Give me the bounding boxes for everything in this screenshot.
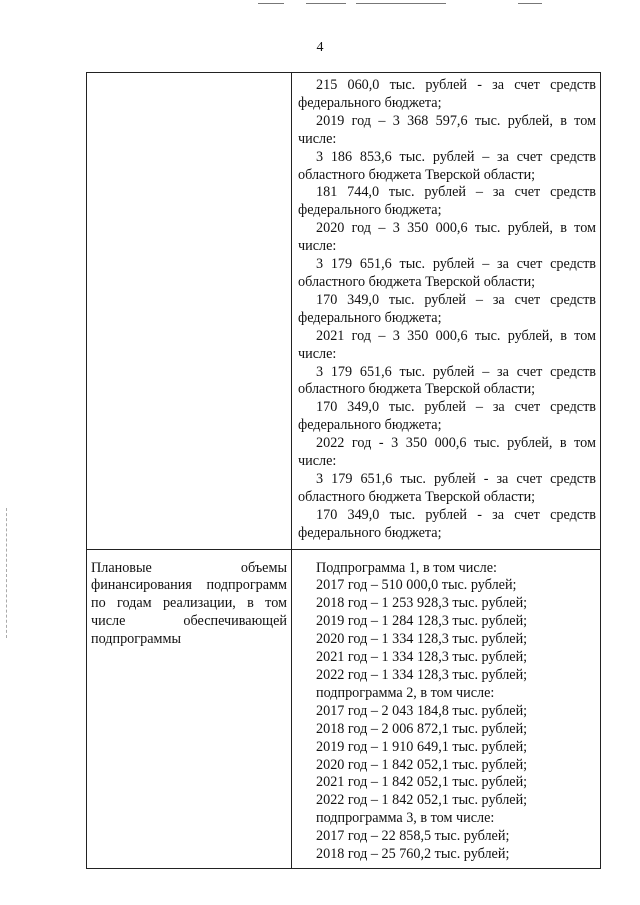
list-item: 2018 год – 1 253 928,3 тыс. рублей; [316, 595, 528, 612]
list-item: подпрограмма 2, в том числе: [316, 684, 495, 701]
list-item: 2017 год – 510 000,0 тыс. рублей; [316, 577, 517, 594]
paragraph: 170 349,0 тыс. рублей – за счет средств федерального бюджета; [298, 291, 596, 326]
paragraph: 3 179 651,6 тыс. рублей – за счет средств областного бюджета Тверской области; [298, 256, 596, 290]
list-item: 2018 год – 2 006 872,1 тыс. рублей; [316, 720, 528, 737]
paragraph: 2020 год – 3 350 000,6 тыс. рублей, в том числе: [298, 220, 596, 255]
list-item: 2021 год – 1 334 128,3 тыс. рублей; [316, 649, 528, 666]
list-item: 2020 год – 1 334 128,3 тыс. рублей; [316, 631, 528, 648]
table-cell-funding-by-year [292, 73, 601, 550]
list-item: 2017 год – 2 043 184,8 тыс. рублей; [316, 702, 528, 719]
paragraph: 2019 год – 3 368 597,6 тыс. рублей, в том числе: [298, 112, 596, 147]
paragraph: 3 179 651,6 тыс. рублей – за счет средств областного бюджета Тверской области; [298, 363, 596, 398]
paragraph: 181 744,0 тыс. рублей – за счет средств федерального бюджета; [298, 184, 596, 219]
scan-margin-marks [6, 508, 9, 638]
page-number: 4 [316, 40, 324, 55]
list-item: 2020 год – 1 842 052,1 тыс. рублей; [316, 756, 528, 773]
list-item: 2019 год – 1 910 649,1 тыс. рублей; [316, 738, 528, 755]
list-item: Подпрограмма 1, в том числе: [316, 559, 497, 576]
table-cell-subprogram-volumes [292, 549, 601, 868]
list-item: 2021 год – 1 842 052,1 тыс. рублей; [316, 774, 528, 791]
list-item: 2018 год – 25 760,2 тыс. рублей; [316, 846, 510, 863]
scan-top-marks [0, 0, 640, 8]
table-row [87, 549, 601, 868]
list-item: 2017 год – 22 858,5 тыс. рублей; [316, 828, 510, 845]
paragraph: 215 060,0 тыс. рублей - за счет средств федерального бюджета; [298, 77, 596, 111]
paragraph: 3 186 853,6 тыс. рублей – за счет средств областного бюджета Тверской области; [298, 148, 596, 183]
paragraph: 170 349,0 тыс. рублей - за счет средств федерального бюджета; [298, 506, 596, 541]
table-cell-empty [87, 73, 292, 550]
paragraph: 3 179 651,6 тыс. рублей - за счет средств областного бюджета Тверской области; [298, 470, 596, 505]
row-label: Плановые объемы финансирования подпрограмм по годам реализации, в том числе обеспечивающей подпрограммы [91, 559, 287, 648]
financing-table [86, 72, 601, 869]
list-item: 2022 год – 1 334 128,3 тыс. рублей; [316, 667, 528, 683]
list-item: подпрограмма 3, в том числе: [316, 810, 495, 827]
list-item: 2019 год – 1 284 128,3 тыс. рублей; [316, 613, 528, 630]
paragraph: 2022 год - 3 350 000,6 тыс. рублей, в том числе: [298, 435, 596, 470]
table-row [87, 73, 601, 550]
paragraph: 170 349,0 тыс. рублей – за счет средств федерального бюджета; [298, 399, 596, 434]
paragraph: 2021 год – 3 350 000,6 тыс. рублей, в том числе: [298, 327, 596, 362]
table-cell-label [87, 549, 292, 868]
list-item: 2022 год – 1 842 052,1 тыс. рублей; [316, 792, 528, 809]
